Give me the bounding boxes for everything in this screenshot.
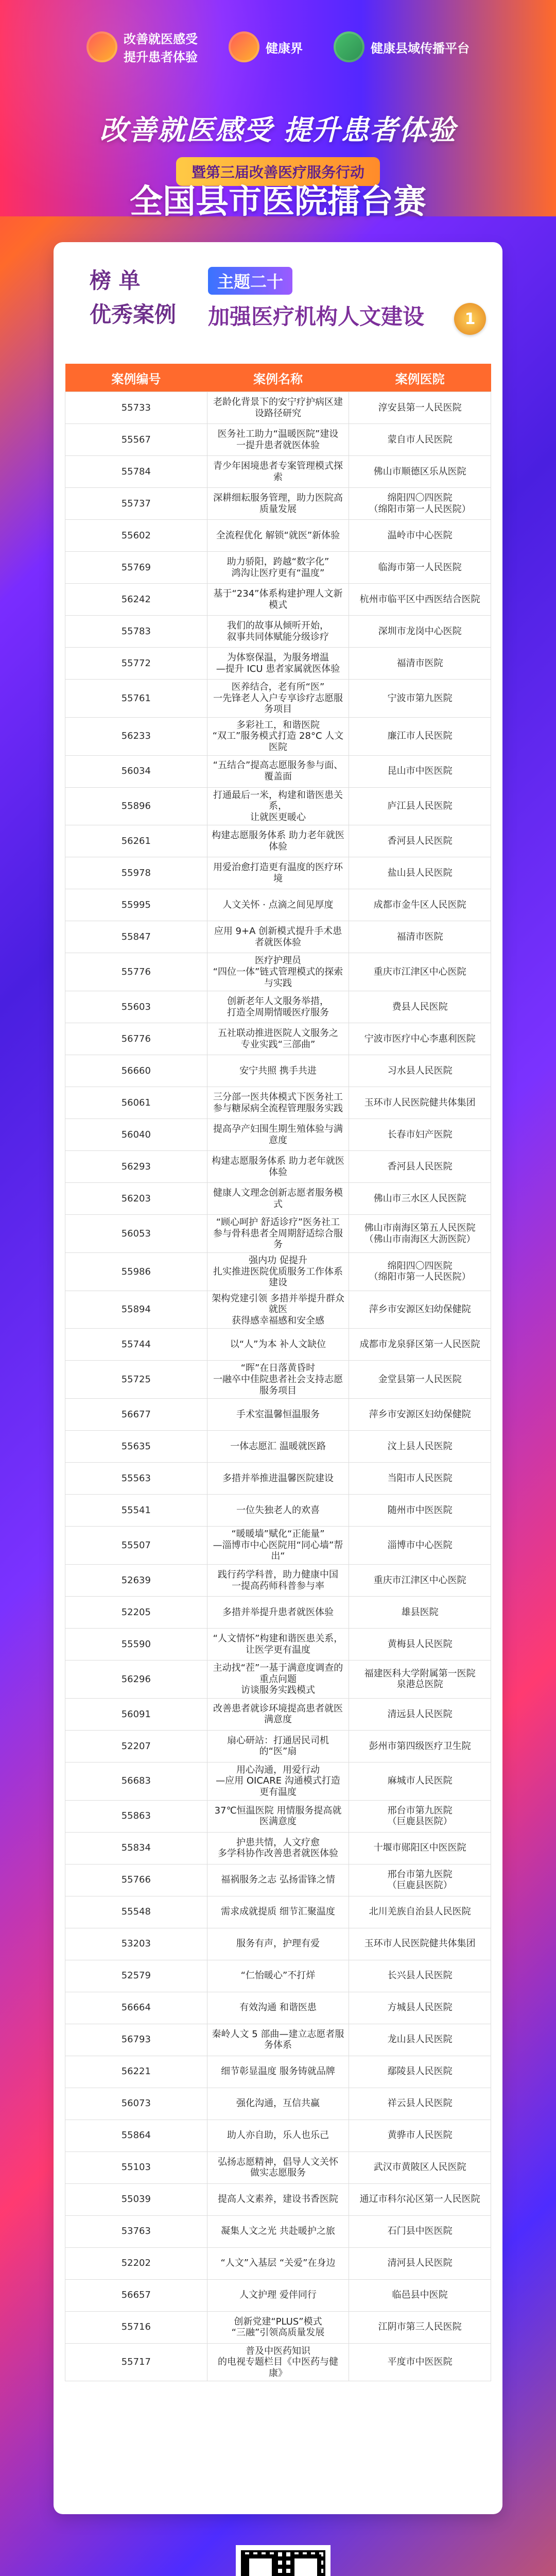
- table-row: [65, 787, 491, 825]
- table-row: [65, 717, 491, 755]
- case-id-cell: 56677: [65, 1399, 207, 1431]
- table-row: [65, 1992, 491, 2024]
- hospital-cell: 临邑县中医院: [349, 2279, 491, 2311]
- case-name-cell: 多措并举推进温馨医院建设: [207, 1463, 349, 1495]
- header-banner: [0, 0, 556, 221]
- hospital-cell: 深圳市龙岗中心医院: [349, 616, 491, 648]
- case-id-cell: 56657: [65, 2279, 207, 2311]
- header-slogan: 改善就医感受 提升患者体验: [99, 114, 457, 146]
- hospital-cell: 彭州市第四级医疗卫生院: [349, 1730, 491, 1762]
- table-row: [65, 921, 491, 953]
- case-name-cell: “仁怡暖心”不打烊: [207, 1960, 349, 1992]
- table-row: [65, 1119, 491, 1151]
- table-row: [65, 392, 491, 424]
- table-row: [65, 2056, 491, 2088]
- table-row: [65, 1698, 491, 1730]
- table-row: [65, 1660, 491, 1699]
- case-id-cell: 55733: [65, 392, 207, 424]
- table-row: [65, 1762, 491, 1800]
- case-name-cell: 架构党建引领 多措并举提升群众就医 获得感幸福感和安全感: [207, 1291, 349, 1329]
- case-id-cell: 56776: [65, 1023, 207, 1055]
- table-row: [65, 2024, 491, 2056]
- table-row: [65, 857, 491, 889]
- hospital-cell: 盐山县人民医院: [349, 857, 491, 889]
- case-name-cell: 手术室温馨恒温服务: [207, 1399, 349, 1431]
- table-row: [65, 2279, 491, 2311]
- hospital-cell: 昆山市中医医院: [349, 755, 491, 787]
- table-row: [65, 1960, 491, 1992]
- header-case-id: 案例编号: [65, 364, 207, 392]
- hospital-cell: 石门县中医医院: [349, 2215, 491, 2247]
- case-name-cell: 人文护理 爱伴同行: [207, 2279, 349, 2311]
- case-id-cell: 56664: [65, 1992, 207, 2024]
- hospital-cell: 随州市中医医院: [349, 1495, 491, 1527]
- case-name-cell: 普及中医药知识 的电视专题栏目《中医药与健康》: [207, 2343, 349, 2381]
- case-name-cell: 37℃恒温医院 用情服务提高就医满意度: [207, 1800, 349, 1832]
- case-id-cell: 55103: [65, 2151, 207, 2183]
- table-row: [65, 1463, 491, 1495]
- case-name-cell: 深耕细耘服务管理，助力医院高质量发展: [207, 488, 349, 520]
- case-name-cell: 为体察保温，为服务增温 —提升 ICU 患者家属就医体验: [207, 648, 349, 680]
- table-row: [65, 1329, 491, 1361]
- case-id-cell: 56034: [65, 755, 207, 787]
- case-name-cell: “人文”入基层 “关爱”在身边: [207, 2247, 349, 2279]
- table-row: [65, 2247, 491, 2279]
- case-name-cell: “暖暖墙”赋化“正能量” —淄博市中心医院用“同心墙”帮出“: [207, 1527, 349, 1565]
- hospital-cell: 习水县人民医院: [349, 1055, 491, 1087]
- hospital-cell: 鄢陵县人民医院: [349, 2056, 491, 2088]
- header-case-name: 案例名称: [207, 364, 349, 392]
- case-name-cell: 创新党建“PLUS”模式 “三融”引领高质量发展: [207, 2311, 349, 2343]
- case-id-cell: 56040: [65, 1119, 207, 1151]
- table-row: [65, 584, 491, 616]
- case-id-cell: 55541: [65, 1495, 207, 1527]
- hospital-cell: 费县人民医院: [349, 991, 491, 1023]
- hospital-cell: 蒙自市人民医院: [349, 424, 491, 456]
- hospital-cell: 清河县人民医院: [349, 2247, 491, 2279]
- badge-title: [90, 264, 193, 329]
- hospital-cell: 重庆市江津区中心医院: [349, 953, 491, 991]
- case-name-cell: 创新老年人文服务举措， 打造全周期情暖医疗服务: [207, 991, 349, 1023]
- case-id-cell: 55776: [65, 953, 207, 991]
- case-id-cell: 56203: [65, 1183, 207, 1215]
- case-name-cell: 服务有声，护理有爱: [207, 1928, 349, 1960]
- case-name-cell: 强内功 促提升 扎实推进医院优质服务工作体系建设: [207, 1252, 349, 1291]
- case-id-cell: 56073: [65, 2088, 207, 2120]
- case-id-cell: 56053: [65, 1215, 207, 1253]
- hospital-cell: 清远县人民医院: [349, 1698, 491, 1730]
- table-row: [65, 648, 491, 680]
- case-id-cell: 55894: [65, 1291, 207, 1329]
- case-table-wrap: [65, 364, 491, 2381]
- table-row: [65, 1864, 491, 1896]
- table-row: [65, 1087, 491, 1119]
- case-name-cell: 改善患者就诊环境提高患者就医满意度: [207, 1698, 349, 1730]
- table-row: [65, 1215, 491, 1253]
- case-name-cell: 医务社工助力“温暖医院”建设 一提升患者就医体验: [207, 424, 349, 456]
- case-name-cell: 一位失独老人的欢喜: [207, 1495, 349, 1527]
- table-row: [65, 1629, 491, 1660]
- table-row: [65, 1151, 491, 1183]
- case-id-cell: 55635: [65, 1431, 207, 1463]
- case-id-cell: 52639: [65, 1565, 207, 1597]
- case-name-cell: 强化沟通，互信共赢: [207, 2088, 349, 2120]
- hospital-cell: 杭州市临平区中西医结合医院: [349, 584, 491, 616]
- hospital-cell: 福清市医院: [349, 648, 491, 680]
- case-name-cell: 护患共情，人文疗愈 多学科协作改善患者就医体验: [207, 1832, 349, 1864]
- table-row: [65, 1183, 491, 1215]
- table-row: [65, 1527, 491, 1565]
- header-hospital: 案例医院: [349, 364, 491, 392]
- hospital-cell: 成都市龙泉驿区第一人民医院: [349, 1329, 491, 1361]
- case-id-cell: 55590: [65, 1629, 207, 1660]
- case-id-cell: 55766: [65, 1864, 207, 1896]
- table-row: [65, 1361, 491, 1399]
- case-id-cell: 56261: [65, 825, 207, 857]
- hospital-cell: 福清市医院: [349, 921, 491, 953]
- case-id-cell: 52202: [65, 2247, 207, 2279]
- table-row: [65, 520, 491, 552]
- table-row: [65, 456, 491, 488]
- case-name-cell: 用心沟通，用爱行动 —应用 OICARE 沟通模式打造更有温度: [207, 1762, 349, 1800]
- hospital-cell: 邢台市第九医院 （巨鹿县医院）: [349, 1864, 491, 1896]
- hospital-cell: 北川羌族自治县人民医院: [349, 1896, 491, 1928]
- case-name-cell: 提高孕产妇围生期生殖体验与满意度: [207, 1119, 349, 1151]
- logo-hospital-campaign: [86, 29, 198, 65]
- case-name-cell: 打通最后一米，构建和谐医患关系， 让就医更暖心: [207, 787, 349, 825]
- case-name-cell: 应用 9+A 创新模式提升手术患者就医体验: [207, 921, 349, 953]
- case-name-cell: 细节彰显温度 服务铸就品牌: [207, 2056, 349, 2088]
- table-row: [65, 953, 491, 991]
- case-id-cell: 56221: [65, 2056, 207, 2088]
- case-id-cell: 56660: [65, 1055, 207, 1087]
- case-name-cell: 多彩社工，和谐医院 “双工”服务模式打造 28°C 人文医院: [207, 717, 349, 755]
- qr-code-icon[interactable]: [236, 2545, 331, 2576]
- logo-text-3: 健康县域传播平台: [371, 41, 470, 56]
- case-name-cell: 主动找“茬”一基于满意度调查的重点问题 访谈服务实践模式: [207, 1660, 349, 1699]
- hospital-cell: 雄县医院: [349, 1597, 491, 1629]
- logo-jiankangjie: [229, 31, 303, 62]
- case-id-cell: 55725: [65, 1361, 207, 1399]
- table-row: [65, 1023, 491, 1055]
- case-name-cell: 基于“234”体系构建护理人文新模式: [207, 584, 349, 616]
- table-row: [65, 1565, 491, 1597]
- case-id-cell: 55039: [65, 2183, 207, 2215]
- case-id-cell: 55995: [65, 889, 207, 921]
- table-row: [65, 1896, 491, 1928]
- table-row: [65, 1597, 491, 1629]
- case-table: [65, 364, 491, 2381]
- platform-logo-icon: [334, 31, 364, 62]
- hospital-cell: 十堰市郧阳区中医医院: [349, 1832, 491, 1864]
- table-row: [65, 2120, 491, 2151]
- case-id-cell: 56242: [65, 584, 207, 616]
- hospital-cell: 温岭市中心医院: [349, 520, 491, 552]
- case-id-cell: 56233: [65, 717, 207, 755]
- case-name-cell: “顾心呵护 舒适诊疗”医务社工 参与骨科患者全周期舒适综合服务: [207, 1215, 349, 1253]
- case-id-cell: 55761: [65, 680, 207, 718]
- case-name-cell: 全流程优化 解锁“就医”新体验: [207, 520, 349, 552]
- results-panel: [54, 242, 502, 2514]
- case-name-cell: 三分部一医共体模式下医务社工 参与糖尿病全流程管理服务实践: [207, 1087, 349, 1119]
- hospital-cell: 成都市金牛区人民医院: [349, 889, 491, 921]
- health-world-icon: [229, 31, 259, 62]
- case-id-cell: 55847: [65, 921, 207, 953]
- case-name-cell: “五结合”提高志愿服务参与面、覆盖面: [207, 755, 349, 787]
- case-id-cell: 55548: [65, 1896, 207, 1928]
- case-name-cell: 一体志愿汇 温暖就医路: [207, 1431, 349, 1463]
- table-row: [65, 1495, 491, 1527]
- case-id-cell: 55507: [65, 1527, 207, 1565]
- logo-text-2: 健康界: [266, 41, 303, 56]
- table-row: [65, 552, 491, 584]
- logo-row: [0, 29, 556, 65]
- table-row: [65, 2215, 491, 2247]
- case-name-cell: 提高人文素养，建设书香医院: [207, 2183, 349, 2215]
- hospital-cell: 萍乡市安源区妇幼保健院: [349, 1399, 491, 1431]
- case-name-cell: 扇心研站：打通居民司机的“医”扇: [207, 1730, 349, 1762]
- case-id-cell: 56683: [65, 1762, 207, 1800]
- hospital-cell: 香河县人民医院: [349, 825, 491, 857]
- case-id-cell: 55772: [65, 648, 207, 680]
- hospital-cell: 邢台市第九医院 （巨鹿县医院）: [349, 1800, 491, 1832]
- hospital-cell: 祥云县人民医院: [349, 2088, 491, 2120]
- table-row: [65, 2183, 491, 2215]
- case-id-cell: 55769: [65, 552, 207, 584]
- hospital-cell: 绵阳四〇四医院 （绵阳市第一人民医院）: [349, 1252, 491, 1291]
- hospital-cell: 平度市中医医院: [349, 2343, 491, 2381]
- case-name-cell: 我们的故事从倾听开始， 叙事共同体赋能分级诊疗: [207, 616, 349, 648]
- case-id-cell: 55737: [65, 488, 207, 520]
- table-row: [65, 1431, 491, 1463]
- case-name-cell: 安宁共照 携手共进: [207, 1055, 349, 1087]
- table-row: [65, 889, 491, 921]
- hospital-cell: 龙山县人民医院: [349, 2024, 491, 2056]
- hospital-cell: 汶上县人民医院: [349, 1431, 491, 1463]
- hospital-cell: 玉环市人民医院健共体集团: [349, 1928, 491, 1960]
- case-name-cell: 用爱治愈打造更有温度的医疗环境: [207, 857, 349, 889]
- case-id-cell: 52205: [65, 1597, 207, 1629]
- case-id-cell: 55978: [65, 857, 207, 889]
- case-name-cell: “晖”在日落黄昏时 一融卒中佳院患者社会支持志愿服务项目: [207, 1361, 349, 1399]
- table-row: [65, 616, 491, 648]
- case-id-cell: 56296: [65, 1660, 207, 1699]
- case-name-cell: 福祸服务之志 弘扬雷锋之情: [207, 1864, 349, 1896]
- table-row: [65, 1291, 491, 1329]
- table-row: [65, 2151, 491, 2183]
- case-name-cell: 助人亦自助，乐人也乐己: [207, 2120, 349, 2151]
- case-id-cell: 56061: [65, 1087, 207, 1119]
- case-name-cell: 构建志愿服务体系 助力老年就医体验: [207, 1151, 349, 1183]
- case-name-cell: 青少年困境患者专案管理模式探索: [207, 456, 349, 488]
- theme-tag: 主题二十: [208, 267, 292, 295]
- case-name-cell: 践行药学科普，助力健康中国 一提高药师科普参与率: [207, 1565, 349, 1597]
- case-id-cell: 55864: [65, 2120, 207, 2151]
- case-id-cell: 55834: [65, 1832, 207, 1864]
- table-header-row: [65, 364, 491, 392]
- hospital-cell: 金堂县第一人民医院: [349, 1361, 491, 1399]
- hospital-cell: 佛山市顺德区乐从医院: [349, 456, 491, 488]
- case-id-cell: 55567: [65, 424, 207, 456]
- panel-header: [54, 242, 502, 364]
- case-id-cell: 55744: [65, 1329, 207, 1361]
- header-subtitle: 暨第三届改善医疗服务行动: [176, 157, 380, 186]
- table-row: [65, 991, 491, 1023]
- table-row: [65, 1055, 491, 1087]
- hospital-cell: 长兴县人民医院: [349, 1960, 491, 1992]
- hospital-cell: 淄博市中心医院: [349, 1527, 491, 1565]
- case-id-cell: 53763: [65, 2215, 207, 2247]
- table-row: [65, 755, 491, 787]
- case-id-cell: 55986: [65, 1252, 207, 1291]
- case-name-cell: 助力骄阳，跨越“数字化” 鸿沟让医疗更有“温度”: [207, 552, 349, 584]
- hospital-cell: 江阴市第三人民医院: [349, 2311, 491, 2343]
- table-row: [65, 1399, 491, 1431]
- badge-line-2: 优秀案例: [90, 302, 177, 327]
- table-row: [65, 1730, 491, 1762]
- hospital-cell: 临海市第一人民医院: [349, 552, 491, 584]
- hospital-cell: 宁波市医疗中心李惠利医院: [349, 1023, 491, 1055]
- case-id-cell: 55716: [65, 2311, 207, 2343]
- case-name-cell: 医养结合，老有所“医” 一先锋老人入户专享诊疗志愿服务项目: [207, 680, 349, 718]
- table-row: [65, 2343, 491, 2381]
- logo-county-platform: [334, 31, 470, 62]
- case-name-cell: 人文关怀 · 点滴之间见厚度: [207, 889, 349, 921]
- case-name-cell: 医疗护理员 “四位一体”链式管理模式的探索与实践: [207, 953, 349, 991]
- table-row: [65, 825, 491, 857]
- case-id-cell: 55602: [65, 520, 207, 552]
- table-row: [65, 1252, 491, 1291]
- table-row: [65, 680, 491, 718]
- theme-block: [208, 267, 424, 331]
- case-id-cell: 52579: [65, 1960, 207, 1992]
- case-id-cell: 55784: [65, 456, 207, 488]
- case-name-cell: “人文情怀”构建和谐医患关系， 让医学更有温度: [207, 1629, 349, 1660]
- case-id-cell: 55863: [65, 1800, 207, 1832]
- badge-line-1: 榜 单: [90, 268, 141, 293]
- table-body: [65, 392, 491, 2381]
- case-id-cell: 52207: [65, 1730, 207, 1762]
- case-id-cell: 55896: [65, 787, 207, 825]
- case-id-cell: 55783: [65, 616, 207, 648]
- hospital-cell: 绵阳四〇四医院 （绵阳市第一人民医院）: [349, 488, 491, 520]
- hospital-cell: 福建医科大学附属第一医院 泉港总医院: [349, 1660, 491, 1699]
- hospital-cell: 麻城市人民医院: [349, 1762, 491, 1800]
- case-name-cell: 弘扬志愿精神，倡导人文关怀 做实志愿服务: [207, 2151, 349, 2183]
- case-id-cell: 56293: [65, 1151, 207, 1183]
- hospital-cell: 佛山市南海区第五人民医院 （佛山市南海区大沥医院）: [349, 1215, 491, 1253]
- hospital-cell: 方城县人民医院: [349, 1992, 491, 2024]
- hospital-cell: 玉环市人民医院健共体集团: [349, 1087, 491, 1119]
- header-title: 全国县市医院擂台赛: [130, 183, 426, 221]
- hospital-cell: 萍乡市安源区妇幼保健院: [349, 1291, 491, 1329]
- hospital-cell: 黄梅县人民医院: [349, 1629, 491, 1660]
- table-row: [65, 1928, 491, 1960]
- case-name-cell: 以“人”为本 补人文缺位: [207, 1329, 349, 1361]
- hospital-cell: 香河县人民医院: [349, 1151, 491, 1183]
- case-name-cell: 构建志愿服务体系 助力老年就医体验: [207, 825, 349, 857]
- campaign-logo-icon: [86, 31, 117, 62]
- case-name-cell: 有效沟通 和谐医患: [207, 1992, 349, 2024]
- hospital-cell: 宁波市第九医院: [349, 680, 491, 718]
- hospital-cell: 长春市妇产医院: [349, 1119, 491, 1151]
- case-name-cell: 需求成就提质 细节汇聚温度: [207, 1896, 349, 1928]
- case-name-cell: 秦岭人文 5 部曲—建立志愿者服务体系: [207, 2024, 349, 2056]
- case-id-cell: 55603: [65, 991, 207, 1023]
- table-row: [65, 2088, 491, 2120]
- hospital-cell: 当阳市人民医院: [349, 1463, 491, 1495]
- case-id-cell: 53203: [65, 1928, 207, 1960]
- case-name-cell: 凝集人文之光 共赴暖护之旅: [207, 2215, 349, 2247]
- hospital-cell: 重庆市江津区中心医院: [349, 1565, 491, 1597]
- hospital-cell: 廉江市人民医院: [349, 717, 491, 755]
- theme-title: 加强医疗机构人文建设: [208, 304, 425, 329]
- hospital-cell: 黄骅市人民医院: [349, 2120, 491, 2151]
- table-row: [65, 2311, 491, 2343]
- medal-icon: 1: [454, 303, 486, 335]
- case-id-cell: 56091: [65, 1698, 207, 1730]
- hospital-cell: 庐江县人民医院: [349, 787, 491, 825]
- case-id-cell: 56793: [65, 2024, 207, 2056]
- case-id-cell: 55563: [65, 1463, 207, 1495]
- case-name-cell: 老龄化背景下的安宁疗护病区建设路径研究: [207, 392, 349, 424]
- hospital-cell: 武汉市黄陂区人民医院: [349, 2151, 491, 2183]
- table-row: [65, 488, 491, 520]
- logo-text-1: 改善就医感受 提升患者体验: [124, 32, 198, 64]
- table-row: [65, 1800, 491, 1832]
- table-row: [65, 424, 491, 456]
- hospital-cell: 通辽市科尔沁区第一人民医院: [349, 2183, 491, 2215]
- case-name-cell: 多措并举提升患者就医体验: [207, 1597, 349, 1629]
- case-name-cell: 五社联动推进医院人文服务之 专业实践“三部曲”: [207, 1023, 349, 1055]
- hospital-cell: 淳安县第一人民医院: [349, 392, 491, 424]
- table-row: [65, 1832, 491, 1864]
- hospital-cell: 佛山市三水区人民医院: [349, 1183, 491, 1215]
- case-name-cell: 健康人文理念创新志愿者服务模式: [207, 1183, 349, 1215]
- case-id-cell: 55717: [65, 2343, 207, 2381]
